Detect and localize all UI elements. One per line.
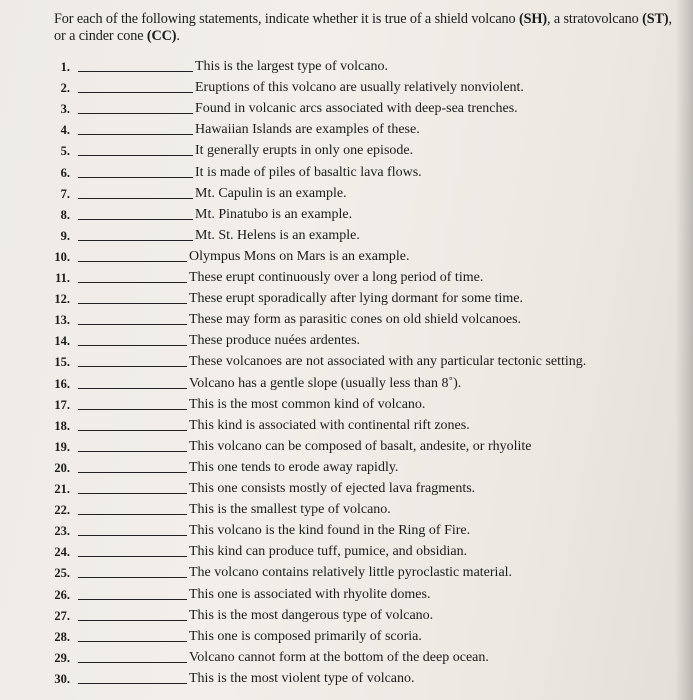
answer-blank[interactable] [78, 155, 193, 156]
statement-text: This is the most common kind of volcano. [189, 397, 426, 412]
answer-blank[interactable] [78, 451, 187, 452]
answer-blank[interactable] [78, 409, 187, 410]
answer-blank[interactable] [78, 535, 187, 536]
statement-number: 25. [54, 566, 70, 580]
statement-text: This is the largest type of volcano. [195, 59, 388, 74]
statement-text: Volcano has a gentle slope (usually less than 8˚). [189, 376, 462, 391]
statement-number: 20. [54, 461, 70, 475]
statement-text: Found in volcanic arcs associated with deep-sea trenches. [195, 101, 518, 116]
statement-number: 21. [54, 482, 70, 496]
instructions-text-before: For each of the following statements, indicate whether it is true of a shield volcano [54, 11, 519, 27]
statement-text: This one tends to erode away rapidly. [189, 460, 399, 475]
statement-number: 10. [54, 250, 70, 264]
statement-text: These erupt sporadically after lying dormant for some time. [189, 291, 523, 306]
statement-text: These volcanoes are not associated with any particular tectonic setting. [189, 354, 587, 369]
statement-number: 9. [60, 229, 70, 243]
statement-text: This one consists mostly of ejected lava fragments. [189, 481, 476, 496]
page-shadow [675, 0, 693, 700]
statement-text: This one is composed primarily of scoria. [189, 629, 422, 644]
statement-text: Volcano cannot form at the bottom of the deep ocean. [189, 650, 489, 665]
statement-text: Mt. Pinatubo is an example. [195, 207, 353, 222]
statement-text: Mt. Capulin is an example. [195, 186, 347, 201]
statement-number: 29. [54, 651, 70, 665]
statement-number: 8. [60, 208, 70, 222]
statement-number: 2. [60, 81, 70, 95]
statement-number: 15. [54, 355, 70, 369]
answer-blank[interactable] [78, 198, 193, 199]
instructions-text-mid2: , or a cinder cone [54, 11, 672, 44]
answer-blank[interactable] [78, 92, 193, 93]
statement-number: 4. [60, 123, 70, 137]
statement-number: 28. [54, 630, 70, 644]
statement-text: These erupt continuously over a long period of time. [189, 270, 484, 285]
answer-blank[interactable] [78, 599, 187, 600]
statement-number: 12. [54, 292, 70, 306]
statement-number: 13. [54, 313, 70, 327]
statement-number: 30. [54, 672, 70, 686]
statement-number: 18. [54, 419, 70, 433]
statement-number: 17. [54, 398, 70, 412]
answer-blank[interactable] [78, 134, 193, 135]
statement-number: 22. [54, 503, 70, 517]
statement-number: 23. [54, 524, 70, 538]
answer-blank[interactable] [78, 388, 187, 389]
answer-blank[interactable] [78, 71, 193, 72]
statement-text: These may form as parasitic cones on old shield volcanoes. [189, 312, 522, 327]
instructions-text-end: . [176, 28, 180, 44]
answer-blank[interactable] [78, 662, 187, 663]
instructions-sh: (SH) [518, 11, 547, 27]
statement-number: 7. [60, 187, 70, 201]
statement-number: 27. [54, 609, 70, 623]
statement-number: 3. [60, 102, 70, 116]
answer-blank[interactable] [78, 324, 187, 325]
answer-blank[interactable] [78, 177, 193, 178]
statement-text: This is the smallest type of volcano. [189, 502, 391, 517]
answer-blank[interactable] [78, 641, 187, 642]
answer-blank[interactable] [78, 282, 187, 283]
statement-text: It is made of piles of basaltic lava flows. [195, 165, 422, 180]
answer-blank[interactable] [78, 493, 187, 494]
statement-text: The volcano contains relatively little pyroclastic material. [189, 565, 513, 580]
statement-number: 14. [54, 334, 70, 348]
answer-blank[interactable] [78, 556, 187, 557]
instructions-text-mid1: , a stratovolcano [546, 11, 643, 27]
statement-number: 1. [60, 60, 70, 74]
statement-text: This kind is associated with continental rift zones. [189, 418, 470, 433]
answer-blank[interactable] [78, 240, 193, 241]
statement-number: 24. [54, 545, 70, 559]
statement-number: 19. [54, 440, 70, 454]
answer-blank[interactable] [78, 620, 187, 621]
answer-blank[interactable] [78, 683, 187, 684]
statement-text: Eruptions of this volcano are usually relatively nonviolent. [195, 80, 524, 95]
statement-number: 16. [54, 377, 70, 391]
answer-blank[interactable] [78, 430, 187, 431]
answer-blank[interactable] [78, 366, 187, 367]
statement-number: 6. [60, 166, 70, 180]
answer-blank[interactable] [78, 261, 187, 262]
statement-text: This volcano can be composed of basalt, andesite, or rhyolite [189, 439, 532, 454]
answer-blank[interactable] [78, 577, 187, 578]
statement-text: This is the most dangerous type of volcano. [189, 608, 434, 623]
statement-text: This is the most violent type of volcano. [189, 671, 415, 686]
answer-blank[interactable] [78, 303, 187, 304]
statement-text: Olympus Mons on Mars is an example. [189, 249, 410, 264]
statement-text: This one is associated with rhyolite domes. [189, 587, 431, 602]
statement-text: Mt. St. Helens is an example. [195, 228, 360, 243]
answer-blank[interactable] [78, 472, 187, 473]
answer-blank[interactable] [78, 219, 193, 220]
statement-text: This volcano is the kind found in the Ring of Fire. [189, 523, 471, 538]
statement-text: It generally erupts in only one episode. [195, 143, 414, 158]
statement-number: 11. [55, 271, 70, 285]
statement-text: These produce nuées ardentes. [189, 333, 361, 348]
answer-blank[interactable] [78, 345, 187, 346]
statement-text: This kind can produce tuff, pumice, and obsidian. [189, 544, 468, 559]
statement-number: 5. [60, 144, 70, 158]
instructions-st: (ST) [642, 11, 669, 27]
answer-blank[interactable] [78, 514, 187, 515]
statement-text: Hawaiian Islands are examples of these. [195, 122, 420, 137]
instructions [54, 11, 682, 45]
answer-blank[interactable] [78, 113, 193, 114]
instructions-cc: (CC) [146, 28, 177, 44]
statement-number: 26. [54, 588, 70, 602]
